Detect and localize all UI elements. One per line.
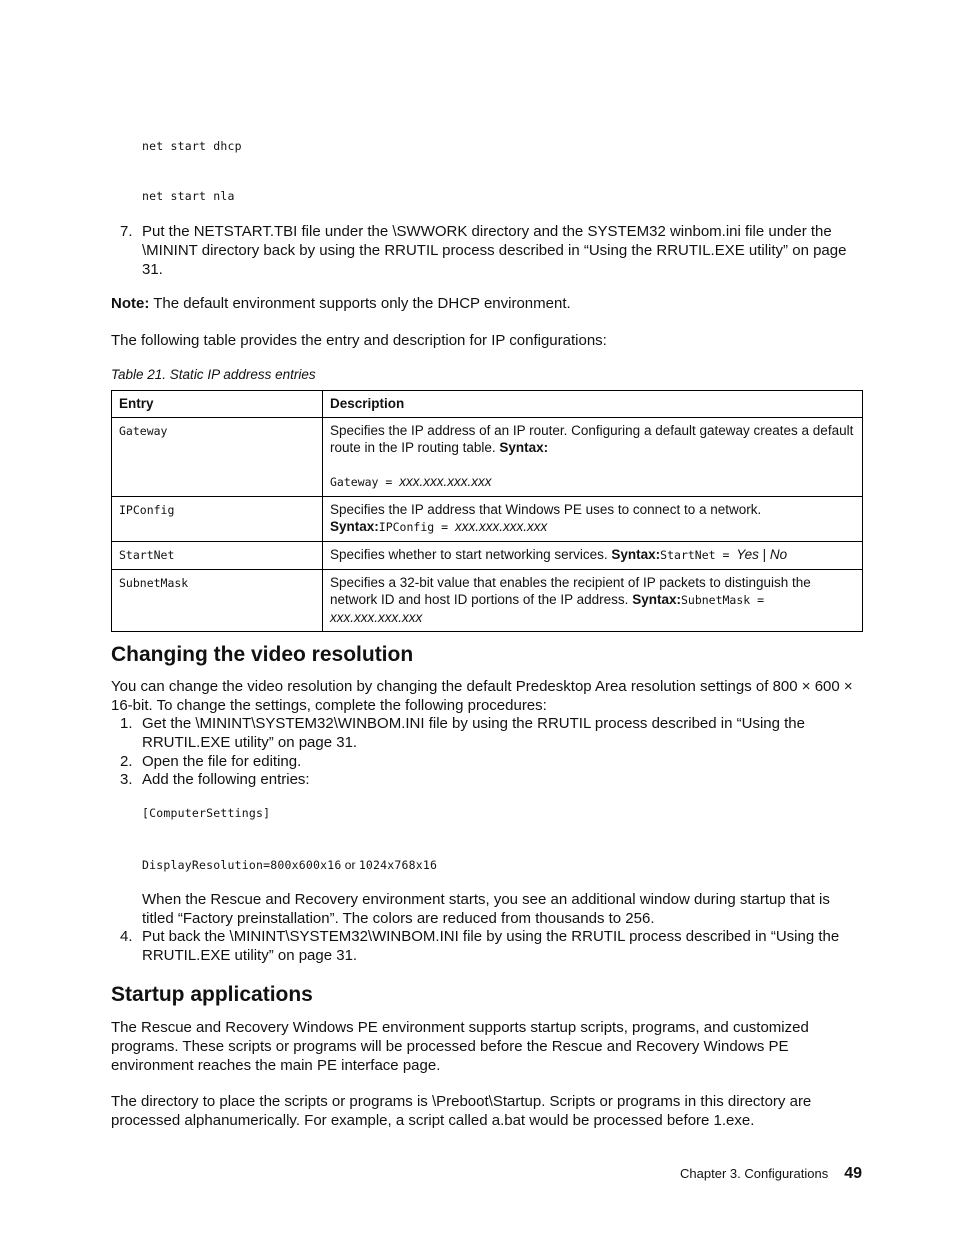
description-cell xyxy=(323,570,863,632)
description-text: Specifies whether to start networking services. xyxy=(330,547,608,562)
code-resolution-a: DisplayResolution=800x600x16 xyxy=(142,858,342,872)
heading-startup-applications: Startup applications xyxy=(111,983,313,1006)
description-text: Specifies the IP address that Windows PE uses to connect to a network. xyxy=(330,502,762,517)
list-text: Put the NETSTART.TBI file under the \SWWORK directory and the SYSTEM32 winbom.ini file under the \MININT directory back by using the RRUTIL process described in “Using the RRUTIL.EXE utility” on page 31. xyxy=(142,223,847,278)
table-row xyxy=(112,570,863,632)
entry-subnetmask: SubnetMask xyxy=(119,576,189,590)
syntax-label: Syntax: xyxy=(499,440,549,455)
video-intro: You can change the video resolution by changing the default Predesktop Area resolution settings of 800 × 600 × 16-bit. To change the settings, complete the following procedures: xyxy=(111,678,853,714)
code-line-dhcp: net start dhcp xyxy=(142,139,242,153)
entry-ipconfig: IPConfig xyxy=(119,503,175,517)
syntax-label: Syntax: xyxy=(632,592,681,607)
note-text: The default environment supports only the DHCP environment. xyxy=(149,295,571,312)
code-line-nla: net start nla xyxy=(142,189,235,203)
page-footer xyxy=(680,1165,862,1183)
entry-startnet: StartNet xyxy=(119,548,175,562)
after-code-paragraph: When the Rescue and Recovery environment starts, you see an additional window during startup that is titled “Factory preinstallation”. The colors are reduced from thousands to 256. xyxy=(142,891,830,927)
page-number: 49 xyxy=(844,1165,862,1182)
code-computer-settings: [ComputerSettings] xyxy=(142,806,271,820)
syntax-value-alt: No xyxy=(769,547,788,562)
syntax-code: StartNet = xyxy=(660,548,737,562)
table-header-row xyxy=(112,391,863,418)
entry-cell xyxy=(112,570,323,632)
header-description: Description xyxy=(323,391,863,418)
list-text: Open the file for editing. xyxy=(142,753,302,770)
list-number: 1. xyxy=(120,715,133,732)
code-or: or xyxy=(341,858,359,872)
syntax-separator: | xyxy=(758,547,770,562)
note-label: Note: xyxy=(111,295,150,312)
description-cell xyxy=(323,497,863,542)
heading-video-resolution: Changing the video resolution xyxy=(111,643,414,666)
note-paragraph xyxy=(111,294,863,313)
syntax-value: xxx.xxx.xxx.xxx xyxy=(330,610,423,625)
syntax-code: IPConfig = xyxy=(378,520,455,534)
header-entry: Entry xyxy=(112,391,323,418)
list-number: 4. xyxy=(120,928,133,945)
syntax-value: Yes xyxy=(736,547,759,562)
table-row xyxy=(112,497,863,542)
syntax-value: xxx.xxx.xxx.xxx xyxy=(399,474,492,489)
syntax-code: Gateway = xyxy=(330,475,400,489)
entry-cell xyxy=(112,542,323,570)
table-caption: Table 21. Static IP address entries xyxy=(111,367,316,382)
ip-entries-table xyxy=(111,390,863,632)
startup-paragraph-1: The Rescue and Recovery Windows PE environment supports startup scripts, programs, and customized programs. These scripts or programs will be processed before the Rescue and Recovery Windows PE environment reaches the main PE interface page. xyxy=(111,1019,809,1074)
description-cell xyxy=(323,542,863,570)
code-resolution-b: 1024x768x16 xyxy=(358,858,438,872)
startup-paragraph-2: The directory to place the scripts or programs is \Preboot\Startup. Scripts or programs in this directory are processed alphanumerically. For example, a script called a.bat would be processed before 1.exe. xyxy=(111,1093,812,1129)
syntax-label: Syntax: xyxy=(330,519,379,534)
list-text: Add the following entries: xyxy=(142,771,310,788)
entry-cell xyxy=(112,418,323,497)
list-number: 3. xyxy=(120,771,133,788)
list-number: 7. xyxy=(120,223,133,240)
syntax-value: xxx.xxx.xxx.xxx xyxy=(454,519,548,534)
description-text: Specifies the IP address of an IP router. Configuring a default gateway creates a default route in the IP routing table. xyxy=(330,423,854,455)
list-text: Put back the \MININT\SYSTEM32\WINBOM.INI file by using the RRUTIL process described in “Using the RRUTIL.EXE utility” on page 31. xyxy=(142,928,840,964)
syntax-code: SubnetMask = xyxy=(680,593,765,607)
table-row xyxy=(112,418,863,497)
syntax-label: Syntax: xyxy=(611,547,661,562)
entry-cell xyxy=(112,497,323,542)
footer-chapter: Chapter 3. Configurations xyxy=(680,1166,829,1181)
description-cell xyxy=(323,418,863,497)
list-text: Get the \MININT\SYSTEM32\WINBOM.INI file by using the RRUTIL process described in “Using the RRUTIL.EXE utility” on page 31. xyxy=(142,715,805,751)
table-row xyxy=(112,542,863,570)
description-text: Specifies a 32-bit value that enables the recipient of IP packets to distinguish the network ID and host ID portions of the IP address. xyxy=(330,575,811,607)
table-intro: The following table provides the entry and description for IP configurations: xyxy=(111,332,607,349)
entry-gateway: Gateway xyxy=(119,424,168,438)
list-number: 2. xyxy=(120,753,133,770)
code-display-resolution xyxy=(142,856,437,873)
